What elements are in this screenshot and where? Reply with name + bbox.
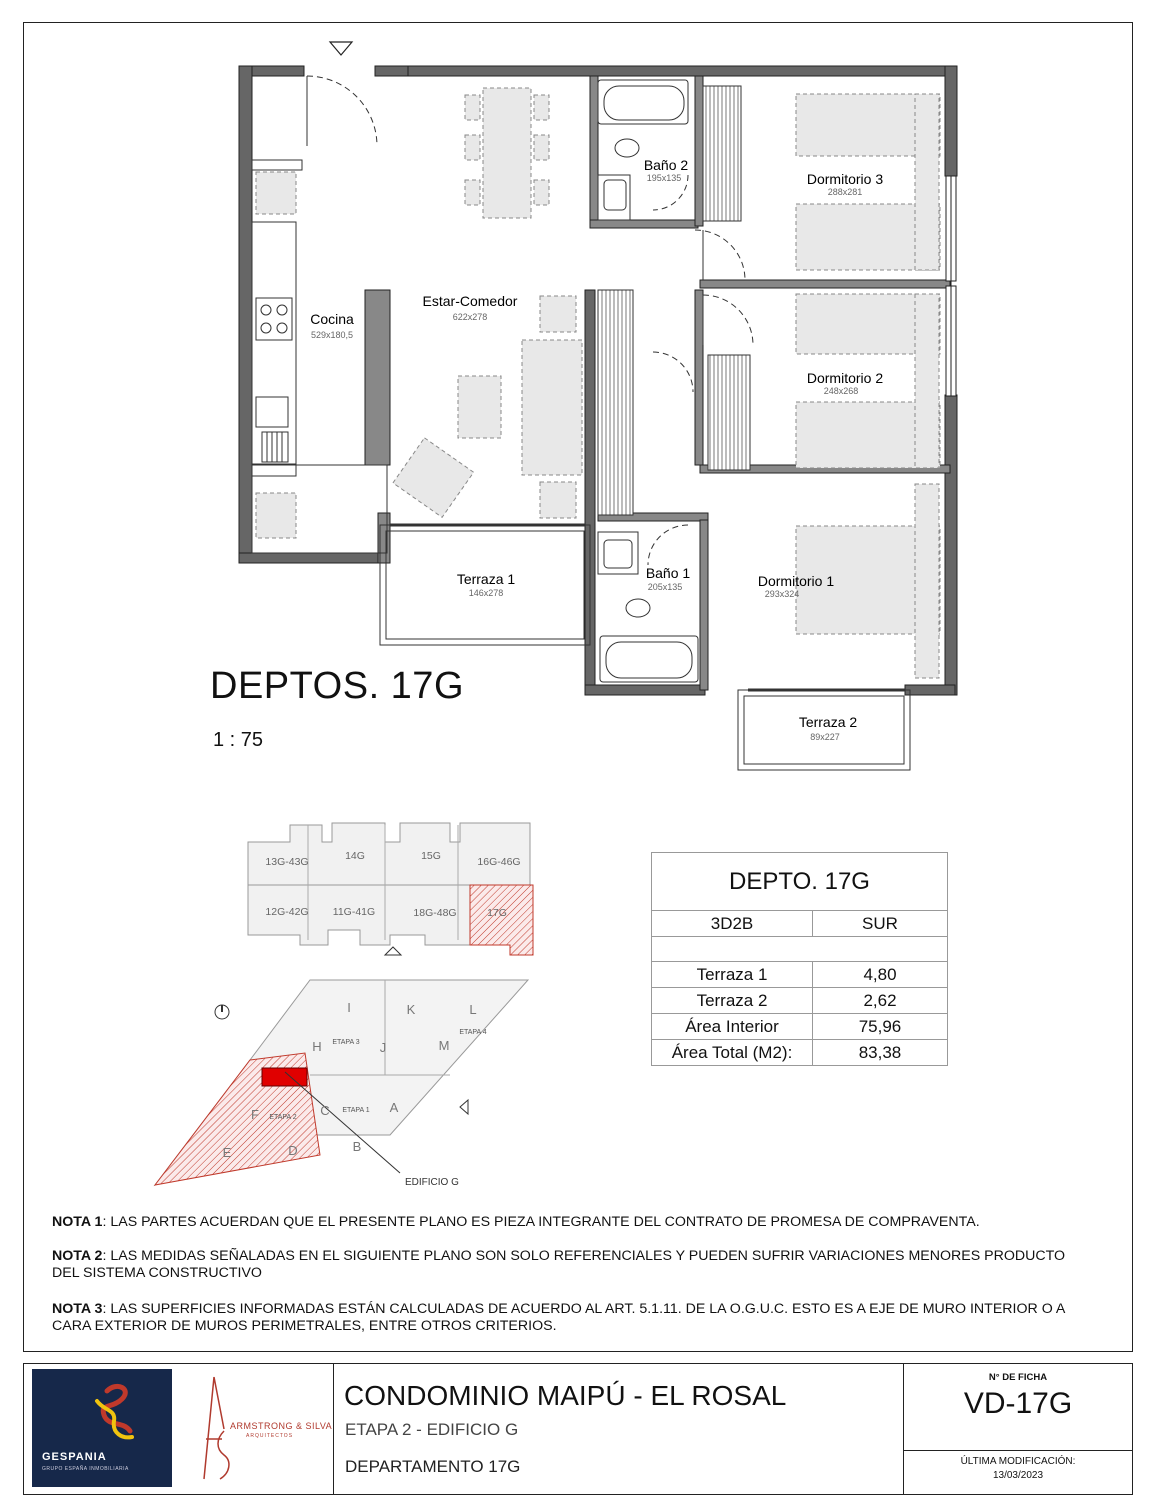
room-label-dorm1: Dormitorio 1	[757, 573, 835, 589]
room-dims-bano2: 195x135	[646, 173, 682, 183]
site-building-d: D	[288, 1143, 298, 1158]
room-dims-dorm1: 293x324	[764, 589, 800, 599]
key-plan	[240, 815, 550, 960]
site-stage-4: ETAPA 4	[459, 1029, 487, 1036]
site-building-m: M	[438, 1038, 450, 1053]
note-2: NOTA 2: LAS MEDIDAS SEÑALADAS EN EL SIGUIENTE PLANO SON SOLO REFERENCIALES Y PUEDEN SUFRIR VARIACIONES MENORES PRODUCTO DEL SISTEMA CONSTRUCTIVO	[52, 1248, 1066, 1281]
key-unit-12g42g: 12G-42G	[265, 906, 309, 918]
site-building-i: I	[347, 1000, 351, 1015]
site-building-c: C	[320, 1103, 330, 1118]
site-building-k: K	[406, 1002, 416, 1017]
info-title: DEPTO. 17G	[652, 853, 948, 911]
logo-cell	[24, 1364, 334, 1494]
info-row-value: 4,80	[813, 962, 948, 988]
room-label-bano1: Baño 1	[645, 565, 691, 581]
modified-date: 13/03/2023	[992, 1470, 1044, 1481]
room-label-dorm2: Dormitorio 2	[806, 370, 884, 386]
room-label-bano2: Baño 2	[643, 157, 689, 173]
room-dims-cocina: 529x180,5	[310, 330, 354, 340]
room-label-terraza1: Terraza 1	[456, 571, 516, 587]
key-unit-16g46g: 16G-46G	[477, 856, 521, 868]
entry-arrow-icon	[330, 42, 352, 55]
site-callout: EDIFICIO G	[405, 1177, 459, 1188]
site-building-h: H	[312, 1039, 322, 1054]
room-dims-bano1: 205x135	[647, 582, 683, 592]
info-row-value: 75,96	[813, 1014, 948, 1040]
site-building-j: J	[379, 1040, 387, 1055]
plan-title: DEPTOS. 17G	[210, 665, 465, 707]
note-1: NOTA 1: LAS PARTES ACUERDAN QUE EL PRESENTE PLANO ES PIEZA INTEGRANTE DEL CONTRATO DE PROMESA DE COMPRAVENTA.	[52, 1214, 980, 1230]
project-cell	[334, 1364, 904, 1494]
gespania-logo: GESPANIA GRUPO ESPAÑA INMOBILIARIA	[32, 1369, 172, 1487]
site-building-f: F	[251, 1107, 259, 1122]
unit-info-table	[651, 852, 948, 1066]
info-row-label: Área Interior	[652, 1014, 813, 1040]
info-type: 3D2B	[652, 911, 813, 937]
info-row-label: Área Total (M2):	[652, 1040, 813, 1066]
site-plan	[150, 975, 530, 1195]
project-stage: ETAPA 2 - EDIFICIO G	[345, 1420, 519, 1439]
info-row-label: Terraza 1	[652, 962, 813, 988]
project-unit: DEPARTAMENTO 17G	[345, 1457, 521, 1476]
site-stage-3: ETAPA 3	[332, 1039, 360, 1046]
building-g-highlight	[262, 1068, 307, 1086]
info-row-value: 2,62	[813, 988, 948, 1014]
room-label-cocina: Cocina	[310, 311, 354, 327]
info-orientation: SUR	[813, 911, 948, 937]
key-unit-11g41g: 11G-41G	[332, 906, 376, 918]
key-unit-14g: 14G	[345, 850, 365, 862]
info-row-label: Terraza 2	[652, 988, 813, 1014]
site-stage-2: ETAPA 2	[269, 1114, 297, 1121]
info-row-value: 83,38	[813, 1040, 948, 1066]
sheet-label: N° DE FICHA	[988, 1372, 1048, 1383]
sheet-cell	[904, 1364, 1132, 1494]
site-building-b: B	[352, 1139, 362, 1154]
modified-label: ÚLTIMA MODIFICACIÓN:	[960, 1456, 1076, 1467]
key-unit-13g43g: 13G-43G	[265, 856, 309, 868]
room-dims-estar: 622x278	[452, 312, 488, 322]
room-dims-terraza2: 89x227	[810, 732, 840, 742]
site-building-a: A	[389, 1100, 399, 1115]
site-building-l: L	[469, 1002, 477, 1017]
room-dims-dorm3: 288x281	[827, 187, 863, 197]
room-label-estar: Estar-Comedor	[422, 293, 518, 309]
plan-scale: 1 : 75	[213, 729, 264, 751]
note-3: NOTA 3: LAS SUPERFICIES INFORMADAS ESTÁN CALCULADAS DE ACUERDO AL ART. 5.1.11. DE LA O.G.U.C. ESTO ES A EJE DE MURO INTERIOR O A CARA EXTERIOR DE MUROS PERIMETRALES, ENTRE OTROS CRITERIOS.	[52, 1301, 1065, 1334]
key-unit-18g48g: 18G-48G	[413, 907, 457, 919]
armstrong-silva-logo: ARMSTRONG & SILVA ARQUITECTOS	[194, 1369, 329, 1487]
room-label-dorm3: Dormitorio 3	[806, 171, 884, 187]
room-label-terraza2: Terraza 2	[798, 714, 858, 730]
site-stage-1: ETAPA 1	[342, 1107, 370, 1114]
title-block	[23, 1363, 1133, 1495]
sheet-number: VD-17G	[963, 1387, 1073, 1420]
room-dims-dorm2: 248x268	[823, 386, 859, 396]
key-unit-17g: 17G	[487, 907, 507, 919]
key-unit-15g: 15G	[421, 850, 441, 862]
room-dims-terraza1: 146x278	[468, 588, 504, 598]
project-name: CONDOMINIO MAIPÚ - EL ROSAL	[344, 1380, 787, 1411]
site-building-e: E	[222, 1145, 232, 1160]
